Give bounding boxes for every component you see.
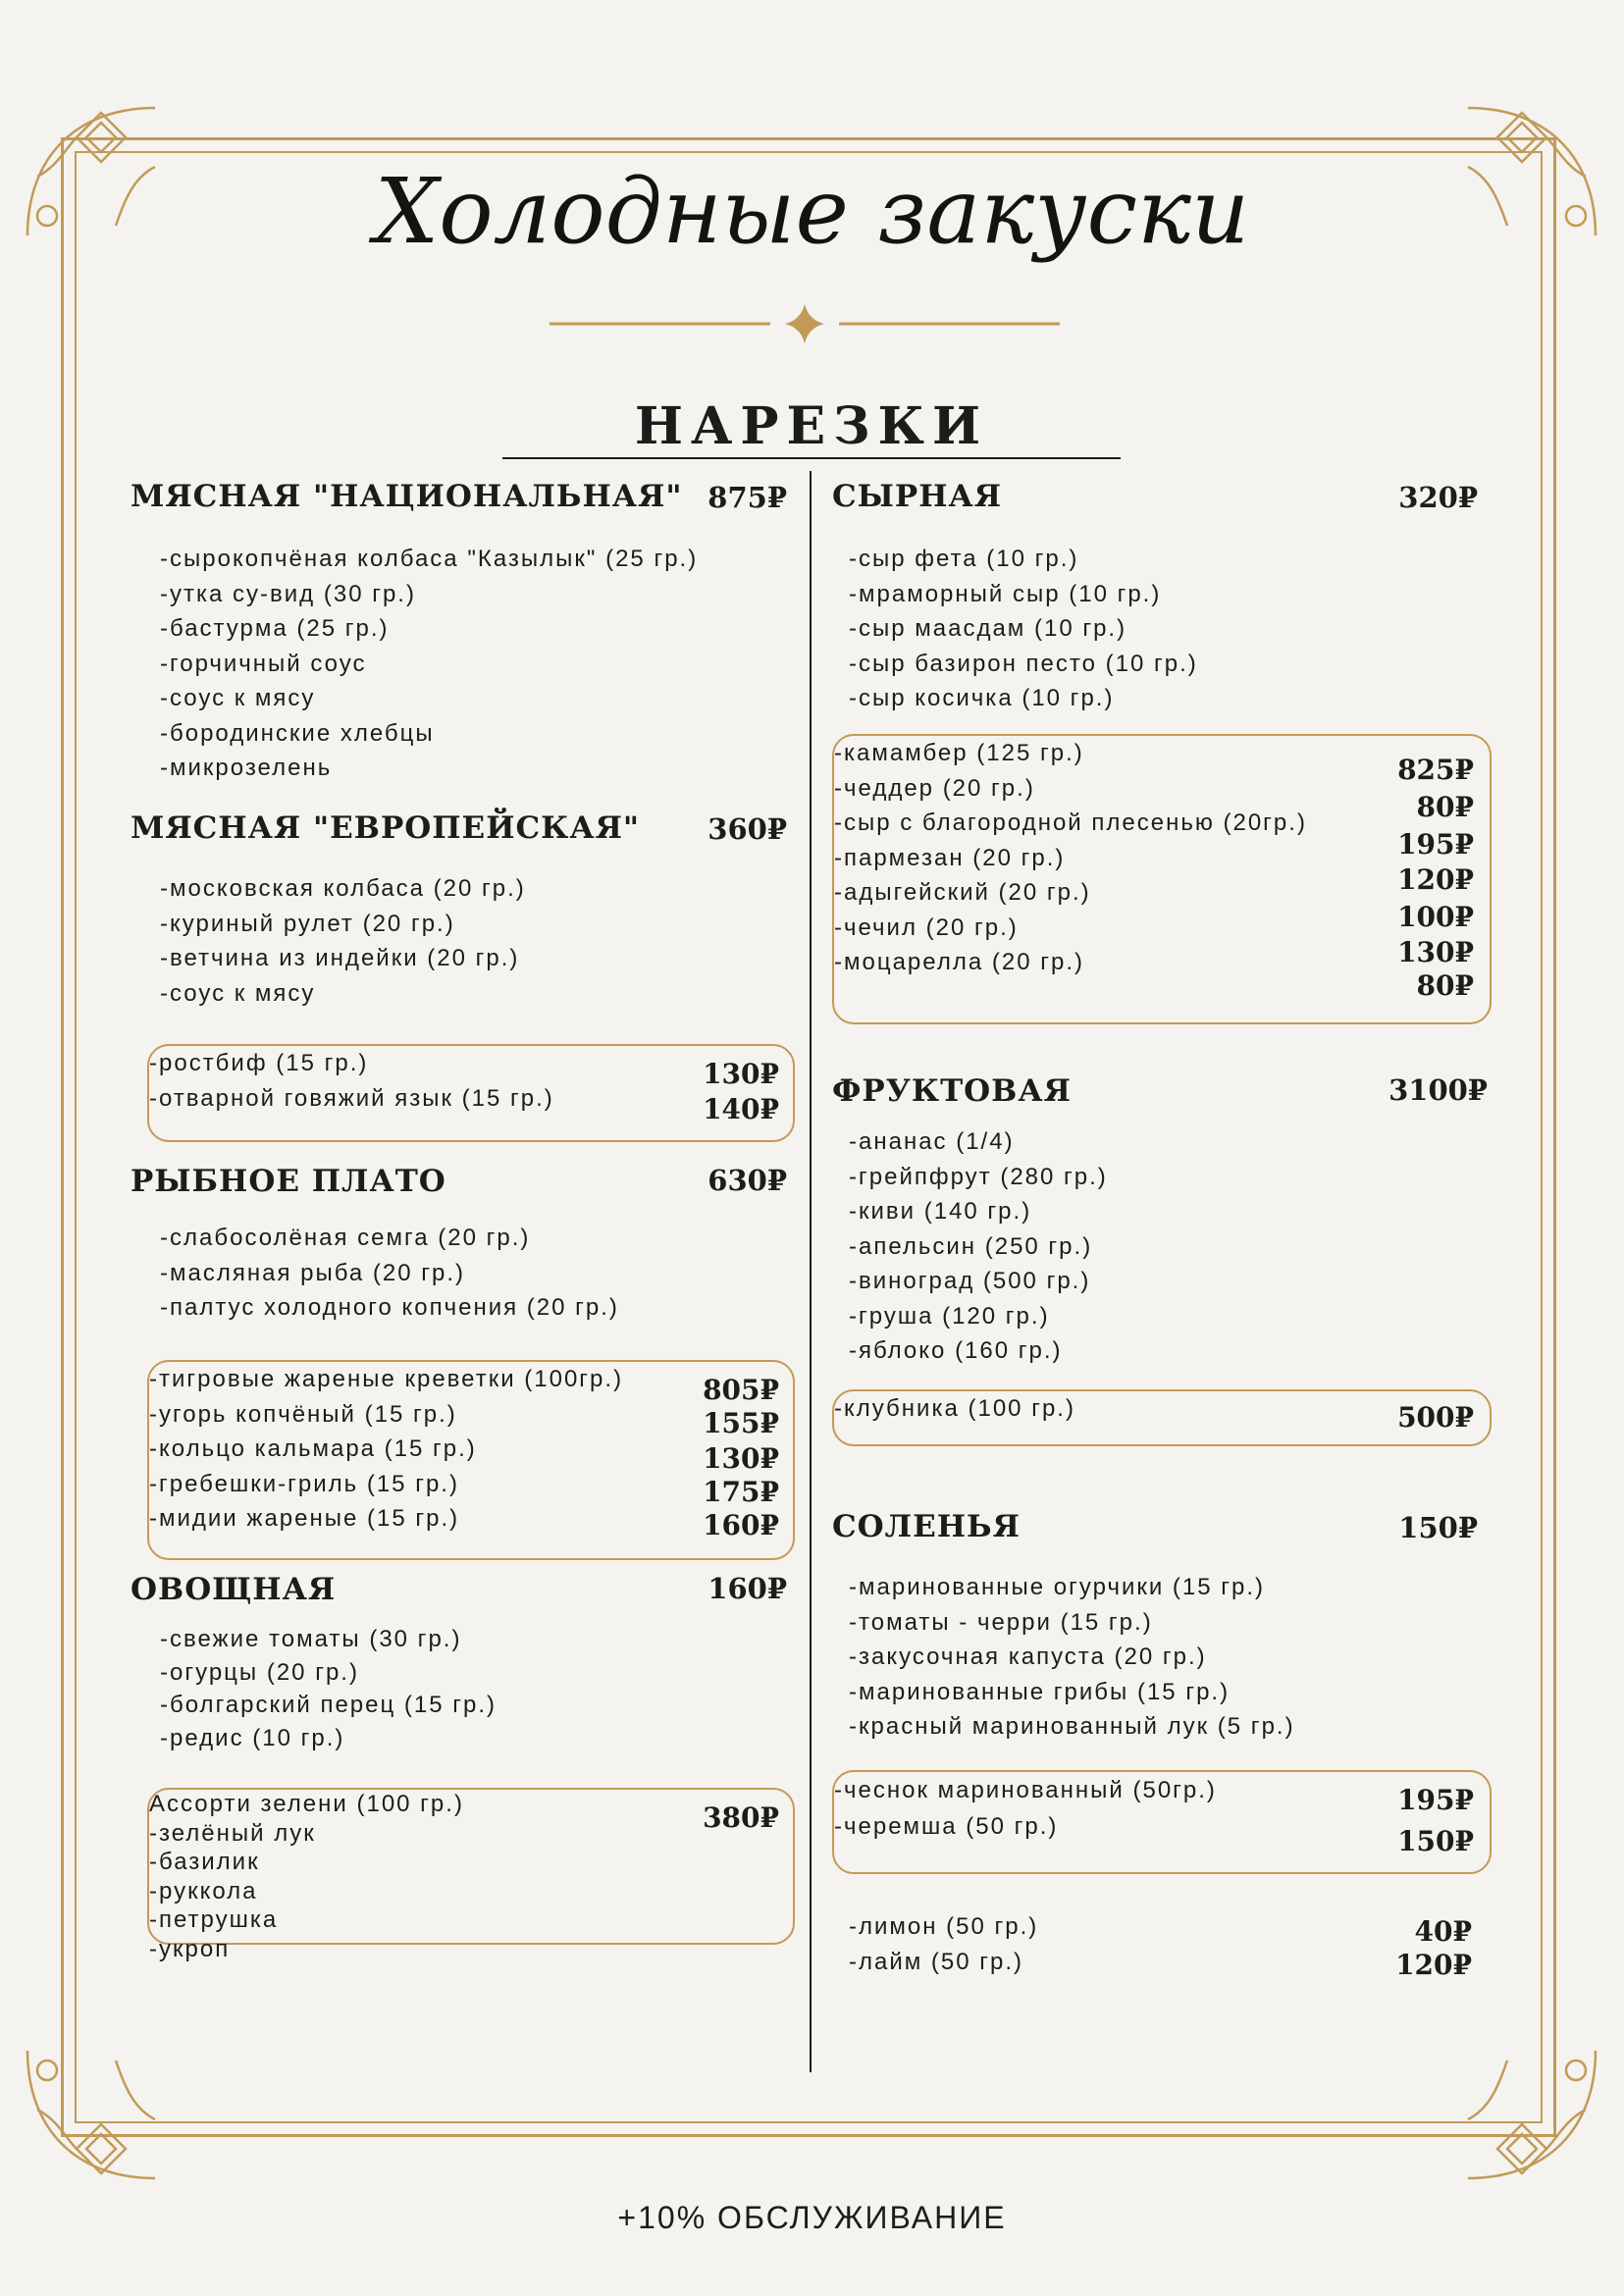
category-pickles: СОЛЕНЬЯ [832,1509,1021,1544]
list-item: -маринованные грибы (15 гр.) [849,1678,1231,1705]
list-item: -московская колбаса (20 гр.) [160,875,526,902]
list-item: -бородинские хлебцы [160,719,435,747]
list-item: -гребешки-гриль (15 гр.) [149,1470,459,1497]
list-item: -камамбер (125 гр.) [834,740,1084,766]
list-item: -руккола [149,1877,258,1905]
price: 195₽ [1397,1784,1474,1816]
price: 155₽ [703,1407,779,1439]
cheese-extras-box [832,734,1492,1024]
price: 825₽ [1397,754,1474,786]
list-item: -томаты - черри (15 гр.) [849,1608,1153,1636]
price: 80₽ [1416,791,1474,823]
list-item: -грейпфрут (280 гр.) [849,1163,1108,1190]
list-item: -зелёный лук [149,1819,316,1847]
list-item: -маринованные огурчики (15 гр.) [849,1574,1266,1600]
list-item: -сыр маасдам (10 гр.) [849,615,1127,642]
list-item: -куриный рулет (20 гр.) [160,910,455,937]
list-item: -угорь копчёный (15 гр.) [149,1400,457,1428]
list-item-title: Ассорти зелени (100 гр.) [149,1791,464,1817]
category-meat-national: МЯСНАЯ "НАЦИОНАЛЬНАЯ" [131,479,683,514]
list-item: -сыр фета (10 гр.) [849,546,1079,572]
list-item: -болгарский перец (15 гр.) [160,1692,498,1718]
price: 160₽ [703,1509,779,1541]
list-item: -виноград (500 гр.) [849,1268,1091,1294]
list-item: -киви (140 гр.) [849,1198,1032,1225]
price: 130₽ [703,1058,779,1090]
list-item: -микрозелень [160,755,333,781]
fruit-extras-box [832,1389,1492,1446]
list-item: -лимон (50 гр.) [849,1913,1039,1940]
items-fish [160,1221,619,1326]
price-pickles: 150₽ [1398,1511,1478,1544]
price: 195₽ [1397,828,1474,861]
list-item: -закусочная капуста (20 гр.) [849,1644,1207,1670]
price-cheese: 320₽ [1398,481,1478,514]
list-item: -сыр базирон песто (10 гр.) [849,650,1198,677]
corner-ornament-icon [18,2041,165,2188]
list-item: -петрушка [149,1906,279,1933]
list-item: -яблоко (160 гр.) [849,1337,1063,1364]
list-item: -бастурма (25 гр.) [160,615,390,642]
list-item: -сыр с благородной плесенью (20гр.) [834,809,1307,836]
pickles-extras-box [832,1770,1492,1874]
list-item: -огурцы (20 гр.) [160,1658,359,1686]
category-fish: РЫБНОЕ ПЛАТО [131,1164,446,1199]
category-veg: ОВОЩНАЯ [131,1572,337,1607]
list-item: -соус к мясу [160,685,316,711]
price: 120₽ [1395,1949,1472,1981]
price: 40₽ [1414,1915,1472,1948]
list-item: -свежие томаты (30 гр.) [160,1626,462,1652]
list-item: -черемша (50 гр.) [834,1813,1059,1840]
price: 175₽ [703,1476,779,1508]
list-item: -тигровые жареные креветки (100гр.) [149,1366,624,1392]
section-underline [502,457,1121,459]
price-meat-european: 360₽ [707,812,787,846]
items-cheese [849,542,1198,716]
list-item: -кольцо кальмара (15 гр.) [149,1435,477,1462]
list-item: -утка су-вид (30 гр.) [160,580,416,607]
list-item: -красный маринованный лук (5 гр.) [849,1713,1295,1740]
price: 100₽ [1397,901,1474,933]
corner-ornament-icon [1458,2041,1605,2188]
price: 130₽ [1397,936,1474,968]
list-item: -сыр косичка (10 гр.) [849,685,1115,711]
title-divider-icon [550,304,1060,343]
menu-title: Холодные закуски [374,159,1250,264]
list-item: -моцарелла (20 гр.) [834,949,1084,975]
price: 380₽ [703,1801,779,1834]
category-meat-european: МЯСНАЯ "ЕВРОПЕЙСКАЯ" [131,810,641,846]
price: 805₽ [703,1374,779,1406]
category-fruit: ФРУКТОВАЯ [832,1073,1072,1109]
list-item: -мидии жареные (15 гр.) [149,1505,460,1532]
category-cheese: СЫРНАЯ [832,479,1003,514]
price: 80₽ [1416,969,1474,1002]
column-divider [810,471,812,2072]
price-fruit: 3100₽ [1388,1073,1488,1107]
list-item: -мраморный сыр (10 гр.) [849,580,1162,607]
service-charge-note: +10% ОБСЛУЖИВАНИЕ [617,2200,1007,2235]
list-item: -апельсин (250 гр.) [849,1232,1093,1260]
list-item: -сырокопчёная колбаса "Казылык" (25 гр.) [160,546,699,572]
list-item: -слабосолёная семга (20 гр.) [160,1225,531,1251]
meat-extras-box [147,1044,795,1142]
price: 120₽ [1397,863,1474,896]
price: 140₽ [703,1093,779,1125]
list-item: -соус к мясу [160,979,316,1007]
items-meat-national [160,542,698,786]
items-fruit [849,1124,1108,1369]
items-meat-european [160,871,526,1011]
list-item: -чечил (20 гр.) [834,913,1019,941]
price: 150₽ [1397,1825,1474,1857]
price-meat-national: 875₽ [707,481,787,514]
items-pickles [849,1570,1295,1745]
list-item: -редис (10 гр.) [160,1724,345,1751]
price-fish: 630₽ [707,1164,787,1197]
list-item: -масляная рыба (20 гр.) [160,1259,466,1286]
list-item: -пармезан (20 гр.) [834,844,1066,871]
list-item: -лайм (50 гр.) [849,1948,1024,1975]
fish-extras-box [147,1360,795,1560]
list-item: -ветчина из индейки (20 гр.) [160,945,520,971]
price-veg: 160₽ [707,1572,787,1605]
list-item: -адыгейский (20 гр.) [834,879,1091,906]
list-item: -чеддер (20 гр.) [834,774,1035,802]
items-citrus [849,1909,1038,1979]
items-veg [160,1623,497,1754]
price: 130₽ [703,1442,779,1475]
list-item: -отварной говяжий язык (15 гр.) [149,1084,554,1112]
list-item: -укроп [149,1935,231,1962]
list-item: -горчичный соус [160,650,367,677]
greens-box [147,1788,795,1962]
price: 500₽ [1397,1401,1474,1434]
list-item: -ананас (1/4) [849,1128,1015,1155]
list-item: -палтус холодного копчения (20 гр.) [160,1294,619,1321]
list-item: -клубника (100 гр.) [834,1395,1075,1422]
section-title: НАРЕЗКИ [634,396,989,456]
list-item: -ростбиф (15 гр.) [149,1050,369,1076]
list-item: -чеснок маринованный (50гр.) [834,1777,1217,1803]
list-item: -груша (120 гр.) [849,1302,1050,1330]
list-item: -базилик [149,1849,260,1875]
